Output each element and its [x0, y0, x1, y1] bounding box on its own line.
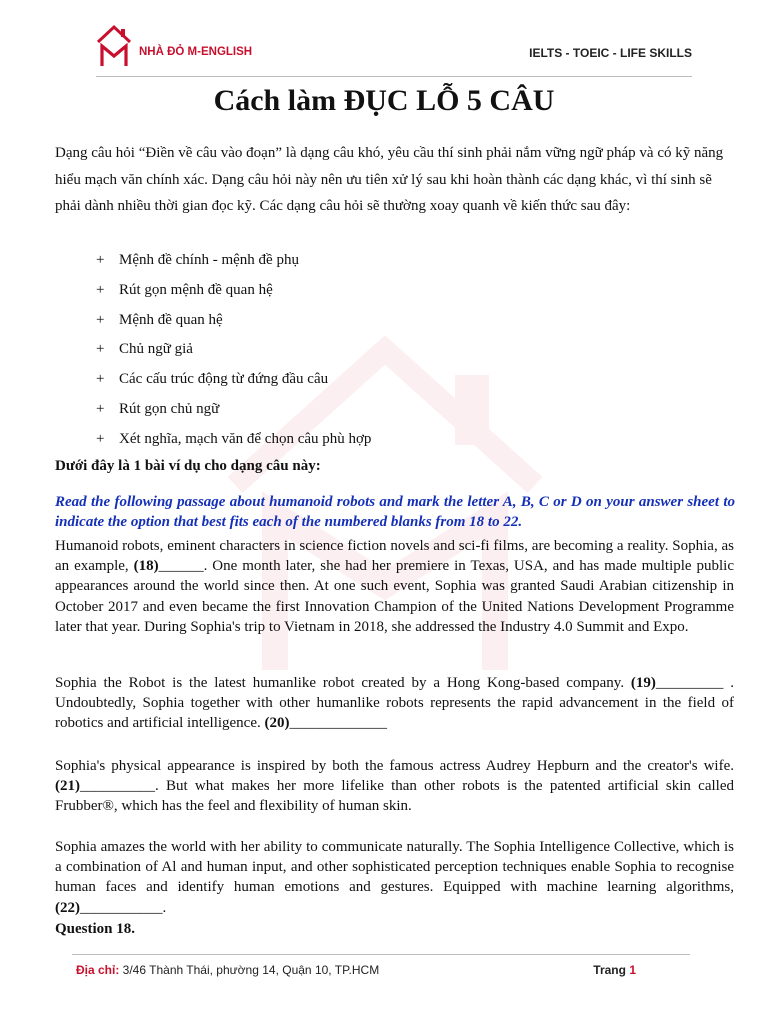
exercise-instruction: Read the following passage about humanoid robots and mark the letter A, B, C or D on your answer sheet to indicate the option that best fits each of the numbered blanks from 18 to 22. — [55, 494, 735, 530]
answer-blank: _________ — [655, 675, 724, 691]
blank-number: (18) — [133, 558, 159, 575]
blank-number: (22) — [55, 899, 80, 916]
house-m-logo-icon — [96, 24, 132, 68]
passage-text: Humanoid robots, eminent characters in science fiction novels and sci-fi films, are becoming a reality. Sophia, as an example, — [55, 538, 734, 575]
answer-blank: __________ — [80, 778, 155, 795]
passage-text: . But what makes her more lifelike than other robots is the patented artificial skin called Frubber®, which has the feel and flexibility of human skin. — [55, 778, 734, 815]
list-item — [96, 276, 371, 306]
passage-paragraph-3 — [55, 756, 734, 817]
passage-text: Sophia amazes the world with her ability to communicate naturally. The Sophia Intelligence Collective, which is a combination of Al and human input, and other sophisticated perception techniques enable Sophia to recognise human faces and identify human emotions and gestures. Equipped with machine learning algorithms, — [55, 839, 734, 896]
intro-paragraph: Dạng câu hỏi “Điền về câu vào đoạn” là dạng câu khó, yêu cầu thí sinh phải nắm vững ngữ pháp và có kỹ năng hiểu mạch văn chính xác. Dạng câu hỏi này nên ưu tiên xử lý sau khi hoàn thành các dạng khác, vì thí sinh sẽ phải dành nhiều thời gian đọc kỹ. Các dạng câu hỏi sẽ thường xoay quanh về kiến thức sau đây: — [55, 145, 724, 214]
blank-number: (19) — [630, 675, 656, 691]
blank-number: (20) — [264, 715, 290, 732]
page-title: Cách làm ĐỤC LỖ 5 CÂU — [213, 84, 555, 117]
answer-blank: _____________ — [289, 715, 388, 732]
passage-text: . — [162, 899, 167, 916]
plus-bullet: + — [96, 341, 105, 358]
list-item-text: Xét nghĩa, mạch văn để chọn câu phù hợp — [119, 430, 372, 447]
plus-bullet: + — [96, 430, 105, 447]
list-item-text: Các cấu trúc động từ đứng đầu câu — [119, 371, 329, 388]
page-indicator — [593, 963, 636, 977]
list-item-text: Mệnh đề chính - mệnh đề phụ — [119, 252, 299, 268]
answer-blank: ___________ — [80, 899, 163, 916]
plus-bullet: + — [96, 311, 105, 328]
answer-blank: ______ — [158, 558, 204, 575]
list-item — [96, 306, 371, 336]
list-item-text: Chủ ngữ giả — [119, 341, 193, 358]
plus-bullet: + — [96, 400, 105, 417]
address-label: Địa chỉ: — [76, 963, 120, 977]
list-item — [96, 425, 371, 455]
page-number: 1 — [629, 963, 636, 977]
list-item-text: Rút gọn mệnh đề quan hệ — [119, 281, 273, 298]
passage-paragraph-2 — [55, 673, 734, 734]
address-text: 3/46 Thành Thái, phường 14, Quận 10, TP.HCM — [119, 963, 380, 977]
knowledge-list — [96, 246, 371, 455]
plus-bullet: + — [96, 371, 105, 388]
list-item-text: Mệnh đề quan hệ — [119, 311, 223, 328]
page-header — [96, 20, 692, 77]
page-label: Trang — [593, 963, 630, 977]
list-item-text: Rút gọn chủ ngữ — [119, 400, 220, 417]
passage-text: Sophia the Robot is the latest humanlike robot created by a Hong Kong-based company. — [55, 675, 631, 691]
list-item — [96, 365, 371, 395]
footer-address — [76, 963, 379, 977]
question-label: Question 18. — [55, 921, 136, 937]
page-footer — [72, 954, 690, 985]
blank-number: (21) — [55, 778, 80, 795]
example-heading: Dưới đây là 1 bài ví dụ cho dạng câu này: — [55, 458, 321, 474]
passage-text: . Undoubtedly, Sophia together with other humanlike robots represents the rapid advancement in the field of robotics and artificial intelligence. — [55, 675, 735, 732]
passage-paragraph-4 — [55, 837, 734, 918]
brand-name: NHÀ ĐỎ M-ENGLISH — [139, 46, 253, 58]
plus-bullet: + — [96, 281, 105, 298]
list-item — [96, 335, 371, 365]
list-item — [96, 246, 371, 276]
passage-paragraph-1 — [55, 536, 734, 637]
header-tagline: IELTS - TOEIC - LIFE SKILLS — [529, 46, 692, 60]
passage-text: Sophia's physical appearance is inspired by both the famous actress Audrey Hepburn and the creator's wife. — [55, 758, 734, 774]
passage-text: . One month later, she had her premiere in Texas, USA, and has made multiple public appearances around the world since then. At one such event, Sophia was granted Saudi Arabian citizenship in October 2017 and even became the first Innovation Champion of the United Nations Development Programme later that year. During Sophia's trip to Vietnam in 2018, she addressed the Industry 4.0 Summit and Expo. — [55, 558, 734, 635]
list-item — [96, 395, 371, 425]
plus-bullet: + — [96, 252, 105, 268]
